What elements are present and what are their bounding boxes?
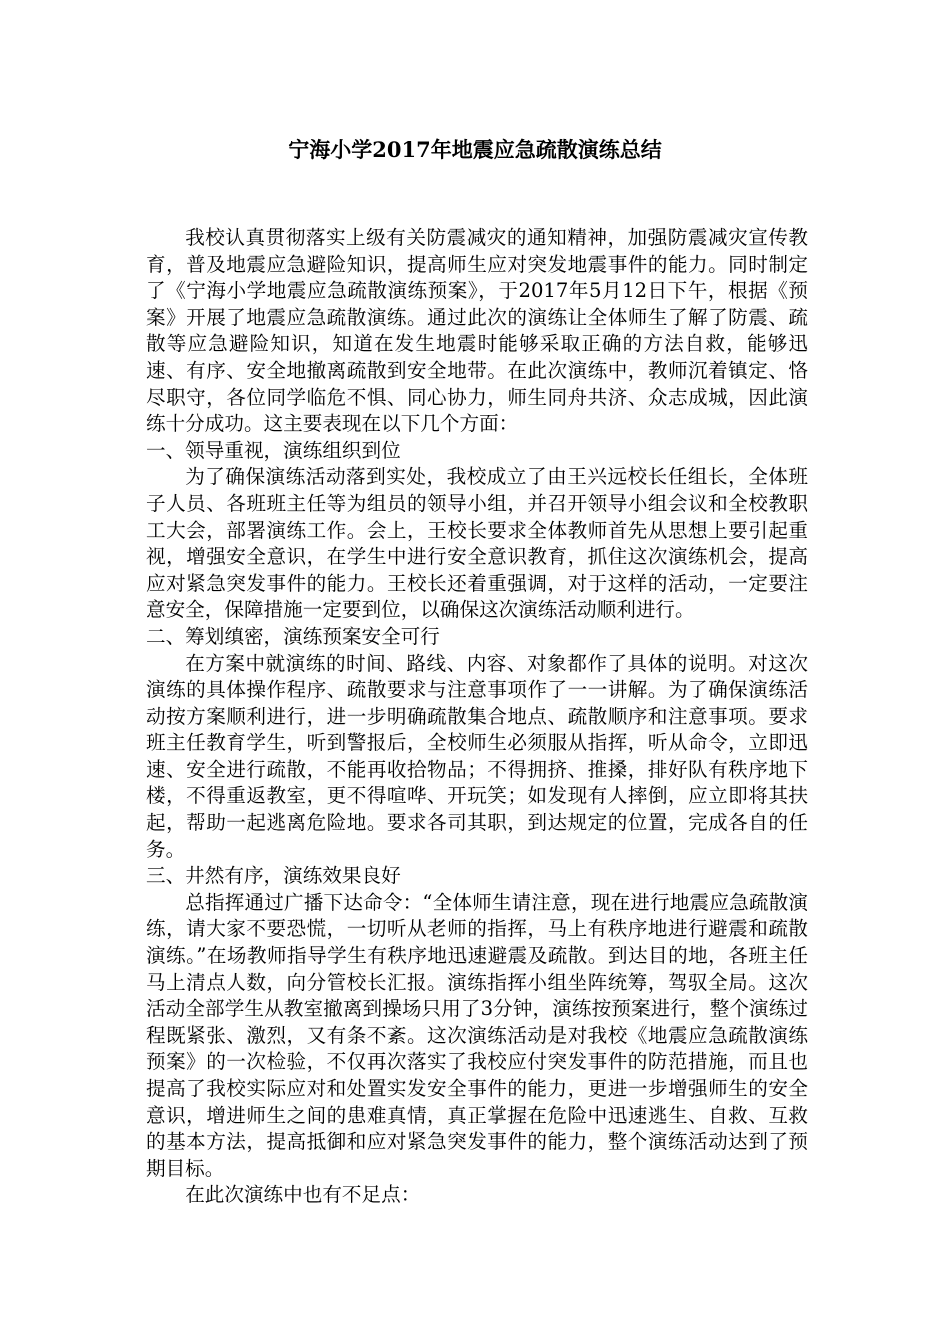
- document-body: [146, 225, 808, 1209]
- closing-paragraph: 在此次演练中也有不足点：: [185, 1183, 421, 1207]
- section-body-2: 在方案中就演练的时间、路线、内容、对象都作了具体的说明。对这次演练的具体操作程序、疏散要求与注意事项作了一一讲解。为了确保演练活动按方案顺利进行，进一步明确疏散集合地点、疏散顺序和注意事项。要求班主任教育学生，听到警报后，全校师生必须服从指挥，听从命令，立即迅速、安全进行疏散，不能再收拾物品；不得拥挤、推搡，排好队有秩序地下楼，不得重返教室，更不得喧哗、开玩笑；如发现有人摔倒，应立即将其扶起，帮助一起逃离危险地。要求各司其职，到达规定的位置，完成各自的任务。: [146, 651, 808, 861]
- section-heading-1: 一、领导重视，演练组织到位: [146, 438, 401, 462]
- intro-paragraph: 我校认真贯彻落实上级有关防震减灾的通知精神，加强防震减灾宣传教育，普及地震应急避险知识，提高师生应对突发地震事件的能力。同时制定了《宁海小学地震应急疏散演练预案》，于2017年5月12日下午，根据《预案》开展了地震应急疏散演练。通过此次的演练让全体师生了解了防震、疏散等应急避险知识，知道在发生地震时能够采取正确的方法自救，能够迅速、有序、安全地撤离疏散到安全地带。在此次演练中，教师沉着镇定、恪尽职守，各位同学临危不惧、同心协力，师生同舟共济、众志成城，因此演练十分成功。这主要表现在以下几个方面：: [146, 226, 808, 436]
- section-heading-3: 三、井然有序，演练效果良好: [146, 864, 401, 888]
- section-body-3: 总指挥通过广播下达命令：“全体师生请注意，现在进行地震应急疏散演练，请大家不要恐慌，一切听从老师的指挥，马上有秩序地进行避震和疏散演练。”在场教师指导学生有秩序地迅速避震及疏散。到达目的地，各班主任马上清点人数，向分管校长汇报。演练指挥小组坐阵统筹，驾驭全局。这次活动全部学生从教室撤离到操场只用了3分钟，演练按预案进行，整个演练过程既紧张、激烈，又有条不紊。这次演练活动是对我校《地震应急疏散演练预案》的一次检验，不仅再次落实了我校应付突发事件的防范措施，而且也提高了我校实际应对和处置实发安全事件的能力，更进一步增强师生的安全意识，增进师生之间的患难真情，真正掌握在危险中迅速逃生、自救、互救的基本方法，提高抵御和应对紧急突发事件的能力，整个演练活动达到了预期目标。: [146, 890, 808, 1180]
- section-heading-2: 二、筹划缜密，演练预案安全可行: [146, 624, 440, 648]
- document-title: 宁海小学2017年地震应急疏散演练总结: [288, 137, 662, 162]
- section-body-1: 为了确保演练活动落到实处，我校成立了由王兴远校长任组长，全体班子人员、各班班主任等为组员的领导小组，并召开领导小组会议和全校教职工大会，部署演练工作。会上，王校长要求全体教师首先从思想上要引起重视，增强安全意识，在学生中进行安全意识教育，抓住这次演练机会，提高应对紧急突发事件的能力。王校长还着重强调，对于这样的活动，一定要注意安全，保障措施一定要到位，以确保这次演练活动顺利进行。: [146, 465, 808, 622]
